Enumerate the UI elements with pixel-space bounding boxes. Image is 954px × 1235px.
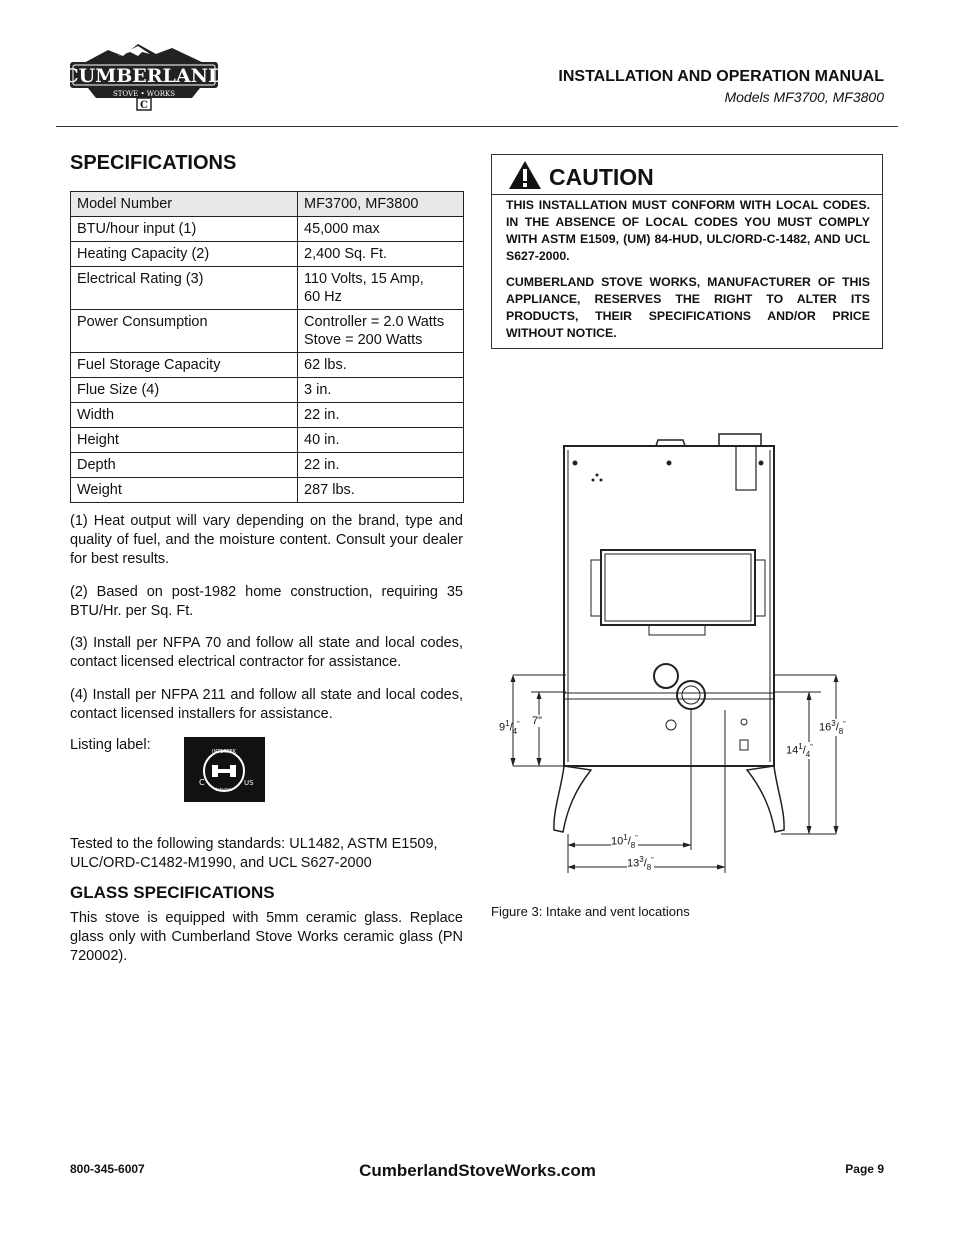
specifications-table: [70, 191, 464, 503]
spec-row: [71, 192, 464, 217]
glass-specifications-heading: GLASS SPECIFICATIONS: [70, 883, 275, 902]
spec-value: Controller = 2.0 Watts Stove = 200 Watts: [298, 310, 464, 353]
manual-title: INSTALLATION AND OPERATION MANUAL: [558, 68, 884, 85]
dim-7: 7": [532, 715, 543, 727]
warning-icon: [508, 160, 542, 190]
spec-value: 40 in.: [298, 428, 464, 453]
spec-label: Weight: [71, 478, 298, 503]
cumberland-logo: [68, 42, 220, 112]
caution-box: [491, 154, 883, 349]
figure-caption: Figure 3: Intake and vent locations: [491, 904, 690, 919]
spec-row: [71, 353, 464, 378]
svg-text:INTERTEK: INTERTEK: [211, 749, 237, 755]
listing-label-text: Listing label:: [70, 737, 151, 753]
tested-standards: Tested to the following standards: UL1482, ASTM E1509, ULC/ORD-C1482-M1990, and UCL S627-2000: [70, 836, 438, 871]
caution-paragraph-2: CUMBERLAND STOVE WORKS, MANUFACTURER OF THIS APPLIANCE, RESERVES THE RIGHT TO ALTER ITS PRODUCTS, THEIR SPECIFICATIONS AND/OR PRICE WITHOUT NOTICE.: [506, 275, 870, 340]
spec-row: [71, 403, 464, 428]
caution-title: CAUTION: [549, 164, 654, 190]
dim-13-3-8: $13^3/_8^"$: [627, 855, 654, 872]
spec-label: Model Number: [71, 192, 298, 217]
spec-value: 45,000 max: [298, 217, 464, 242]
spec-row: [71, 267, 464, 310]
spec-value: 62 lbs.: [298, 353, 464, 378]
spec-label: Heating Capacity (2): [71, 242, 298, 267]
intertek-listing-badge: [184, 737, 265, 802]
spec-value: 22 in.: [298, 453, 464, 478]
stove-rear-diagram: [491, 430, 883, 880]
svg-text:C: C: [140, 100, 148, 111]
footnote-3: (3) Install per NFPA 70 and follow all state and local codes, contact licensed electrical contractor for assistance.: [70, 635, 463, 670]
spec-label: Electrical Rating (3): [71, 267, 298, 310]
spec-row: [71, 378, 464, 403]
dim-14-1-4: $14^1/_4^"$: [786, 742, 813, 759]
spec-label: Power Consumption: [71, 310, 298, 353]
glass-specifications-text: This stove is equipped with 5mm ceramic glass. Replace glass only with Cumberland Stove Works ceramic glass (PN 720002).: [70, 910, 463, 964]
spec-label: Height: [71, 428, 298, 453]
spec-label: Width: [71, 403, 298, 428]
svg-text:C: C: [199, 778, 205, 787]
spec-label: BTU/hour input (1): [71, 217, 298, 242]
footnote-1: (1) Heat output will vary depending on the brand, type and quality of fuel, and the moisture content. Consult your dealer for best results.: [70, 513, 463, 567]
manual-models: Models MF3700, MF3800: [724, 89, 884, 105]
caution-paragraph-1: THIS INSTALLATION MUST CONFORM WITH LOCAL CODES. IN THE ABSENCE OF LOCAL CODES YOU MUST COMPLY WITH ASTM E1509, (UM) 84-HUD, ULC/ORD-C-1482, AND UCL S627-2000.: [506, 198, 870, 263]
footnote-2: (2) Based on post-1982 home construction, requiring 35 BTU/Hr. per Sq. Ft.: [70, 584, 463, 619]
spec-value: 22 in.: [298, 403, 464, 428]
dim-16-3-8: $16^3/_8^"$: [819, 719, 846, 736]
spec-row: [71, 242, 464, 267]
spec-row: [71, 453, 464, 478]
footer-phone: 800-345-6007: [70, 1162, 145, 1176]
footnote-4: (4) Install per NFPA 211 and follow all state and local codes, contact licensed installers for assistance.: [70, 687, 463, 722]
spec-value: 110 Volts, 15 Amp, 60 Hz: [298, 267, 464, 310]
logo-text: CUMBERLAND: [68, 65, 220, 87]
spec-row: [71, 310, 464, 353]
spec-label: Flue Size (4): [71, 378, 298, 403]
spec-row: [71, 428, 464, 453]
header-divider: [56, 126, 898, 127]
spec-row: [71, 478, 464, 503]
spec-value: 3 in.: [298, 378, 464, 403]
logo-subtext: STOVE • WORKS: [112, 90, 176, 98]
spec-row: [71, 217, 464, 242]
svg-text:US: US: [244, 779, 254, 787]
specifications-heading: SPECIFICATIONS: [70, 152, 237, 174]
dim-9-1-4: $9^1/_4^"$: [499, 719, 520, 736]
footer-page-number: Page 9: [845, 1162, 884, 1176]
spec-value: 287 lbs.: [298, 478, 464, 503]
spec-value: 2,400 Sq. Ft.: [298, 242, 464, 267]
spec-label: Depth: [71, 453, 298, 478]
footer-website[interactable]: CumberlandStoveWorks.com: [359, 1161, 596, 1180]
caution-header: [492, 155, 882, 195]
spec-value: MF3700, MF3800: [298, 192, 464, 217]
svg-text:Intertek: Intertek: [216, 787, 232, 792]
dim-10-1-8: $10^1/_8^"$: [611, 833, 638, 850]
spec-label: Fuel Storage Capacity: [71, 353, 298, 378]
